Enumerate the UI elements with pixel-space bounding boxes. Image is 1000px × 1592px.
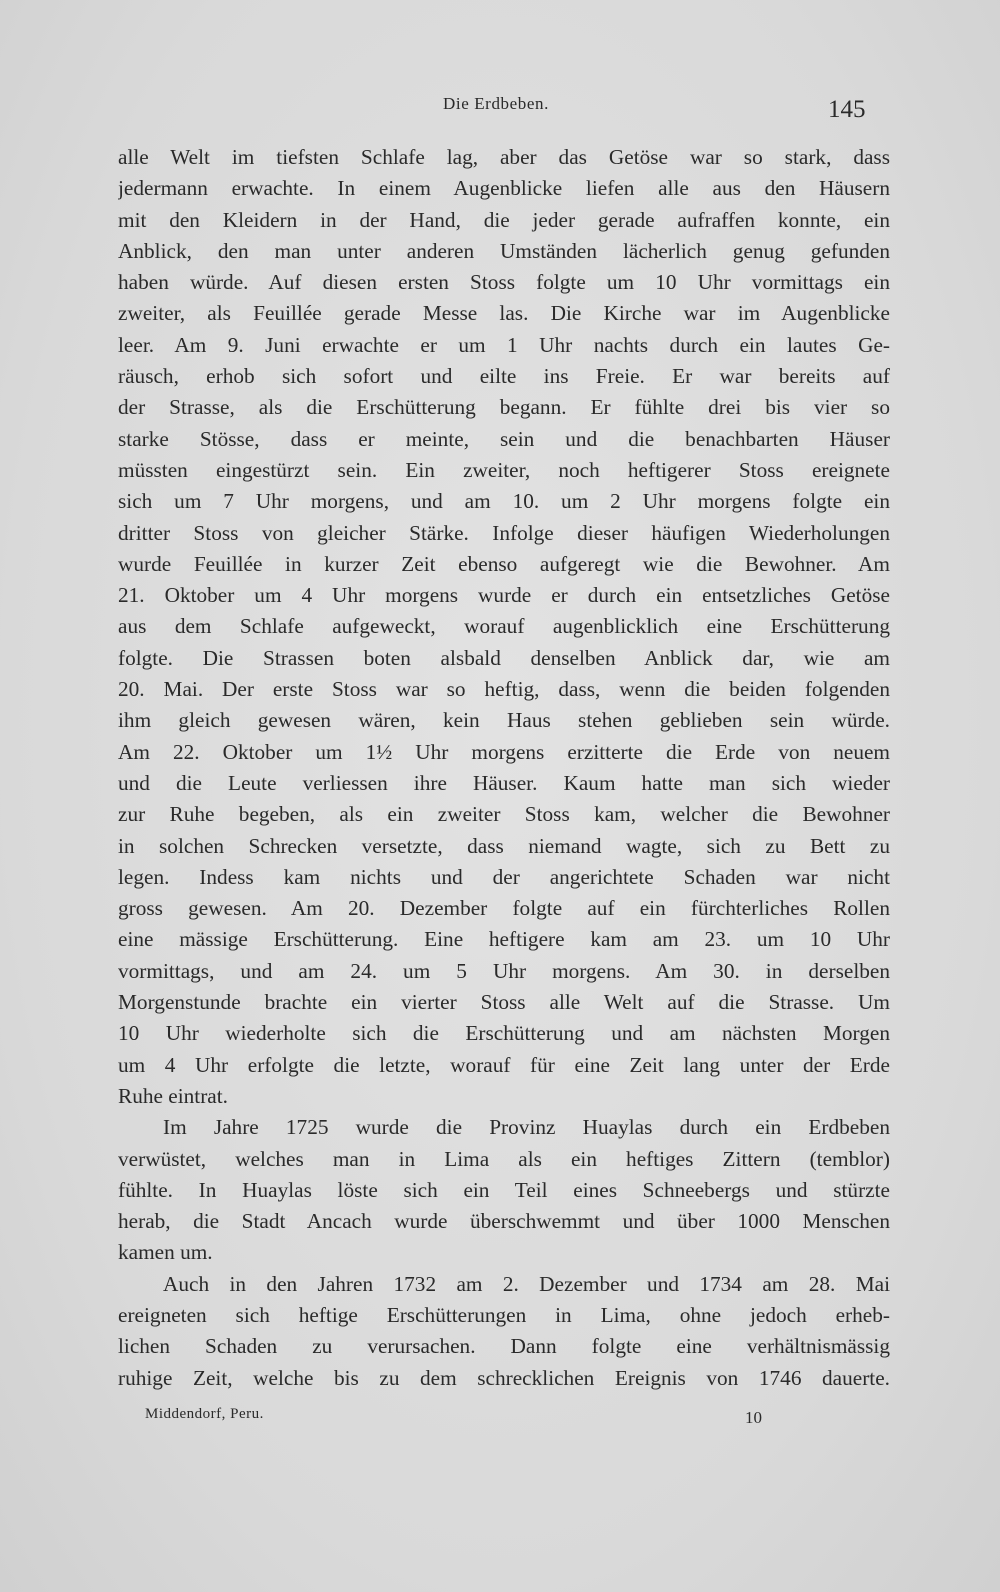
running-head-title: Die Erdbeben.: [443, 94, 549, 113]
text-line: Anblick, den man unter anderen Umständen lächerlich genug gefunden: [118, 238, 890, 263]
text-line: ruhige Zeit, welche bis zu dem schrecklichen Ereignis von 1746 dauerte.: [118, 1365, 890, 1390]
text-line: um 4 Uhr erfolgte die letzte, worauf für eine Zeit lang unter der Erde: [118, 1052, 890, 1077]
running-head: [0, 92, 1000, 132]
text-line: Morgenstunde brachte ein vierter Stoss alle Welt auf die Strasse. Um: [118, 990, 890, 1015]
text-line: eine mässige Erschütterung. Eine heftigere kam am 23. um 10 Uhr: [118, 927, 890, 952]
text-line: Auch in den Jahren 1732 am 2. Dezember und 1734 am 28. Mai: [163, 1271, 890, 1296]
text-line: lichen Schaden zu verursachen. Dann folgte eine verhältnismässig: [118, 1334, 890, 1359]
text-line: wurde Feuillée in kurzer Zeit ebenso aufgeregt wie die Bewohner. Am: [118, 551, 890, 576]
text-line: vormittags, und am 24. um 5 Uhr morgens. Am 30. in derselben: [118, 958, 890, 983]
text-line: dritter Stoss von gleicher Stärke. Infolge dieser häufigen Wiederholungen: [118, 520, 890, 545]
text-line: gross gewesen. Am 20. Dezember folgte auf ein fürchterliches Rollen: [118, 896, 890, 921]
text-line: fühlte. In Huaylas löste sich ein Teil eines Schneebergs und stürzte: [118, 1177, 890, 1202]
body-text: [118, 142, 890, 1394]
text-line: 20. Mai. Der erste Stoss war so heftig, dass, wenn die beiden folgenden: [118, 677, 890, 702]
text-line: Im Jahre 1725 wurde die Provinz Huaylas durch ein Erdbeben: [163, 1115, 890, 1140]
text-line: müssten eingestürzt sein. Ein zweiter, noch heftigerer Stoss ereignete: [118, 457, 890, 482]
text-line: legen. Indess kam nichts und der angerichtete Schaden war nicht: [118, 864, 890, 889]
text-line: ereigneten sich heftige Erschütterungen in Lima, ohne jedoch erheb-: [118, 1302, 890, 1327]
text-line: leer. Am 9. Juni erwachte er um 1 Uhr nachts durch ein lautes Ge-: [118, 332, 890, 357]
page-footer: [0, 1406, 1000, 1436]
text-line: ihm gleich gewesen wären, kein Haus stehen geblieben sein würde.: [118, 708, 890, 733]
text-line: verwüstet, welches man in Lima als ein heftiges Zittern (temblor): [118, 1146, 890, 1171]
text-line: jedermann erwachte. In einem Augenblicke liefen alle aus den Häusern: [118, 176, 890, 201]
text-line: der Strasse, als die Erschütterung begann. Er fühlte drei bis vier so: [118, 395, 890, 420]
text-line: folgte. Die Strassen boten alsbald denselben Anblick dar, wie am: [118, 645, 890, 670]
text-line: 21. Oktober um 4 Uhr morgens wurde er durch ein entsetzliches Getöse: [118, 583, 890, 608]
text-line: mit den Kleidern in der Hand, die jeder gerade aufraffen konnte, ein: [118, 207, 890, 232]
text-line: zur Ruhe begeben, als ein zweiter Stoss kam, welcher die Bewohner: [118, 802, 890, 827]
text-line: starke Stösse, dass er meinte, sein und die benachbarten Häuser: [118, 426, 890, 451]
text-line: zweiter, als Feuillée gerade Messe las. Die Kirche war im Augenblicke: [118, 301, 890, 326]
text-line: und die Leute verliessen ihre Häuser. Kaum hatte man sich wieder: [118, 770, 890, 795]
text-line: haben würde. Auf diesen ersten Stoss folgte um 10 Uhr vormittags ein: [118, 270, 890, 295]
text-line: herab, die Stadt Ancach wurde überschwemmt und über 1000 Menschen: [118, 1209, 890, 1234]
text-line: Ruhe eintrat.: [118, 1083, 228, 1108]
footer-author: Middendorf, Peru.: [145, 1406, 264, 1422]
text-line: kamen um.: [118, 1240, 213, 1265]
paragraph-2: [118, 1112, 890, 1268]
page-number: 145: [828, 96, 866, 123]
text-line: aus dem Schlafe aufgeweckt, worauf augenblicklich eine Erschütterung: [118, 614, 890, 639]
text-line: alle Welt im tiefsten Schlafe lag, aber das Getöse war so stark, dass: [118, 145, 890, 169]
text-line: räusch, erhob sich sofort und eilte ins Freie. Er war bereits auf: [118, 364, 890, 389]
text-line: sich um 7 Uhr morgens, und am 10. um 2 Uhr morgens folgte ein: [118, 489, 890, 514]
signature-mark: 10: [745, 1408, 762, 1427]
paragraph-1: [118, 142, 890, 1112]
paragraph-3: [118, 1269, 890, 1394]
text-line: in solchen Schrecken versetzte, dass niemand wagte, sich zu Bett zu: [118, 833, 890, 858]
text-line: 10 Uhr wiederholte sich die Erschütterung und am nächsten Morgen: [118, 1021, 890, 1046]
text-line: Am 22. Oktober um 1½ Uhr morgens erzitterte die Erde von neuem: [118, 739, 890, 764]
